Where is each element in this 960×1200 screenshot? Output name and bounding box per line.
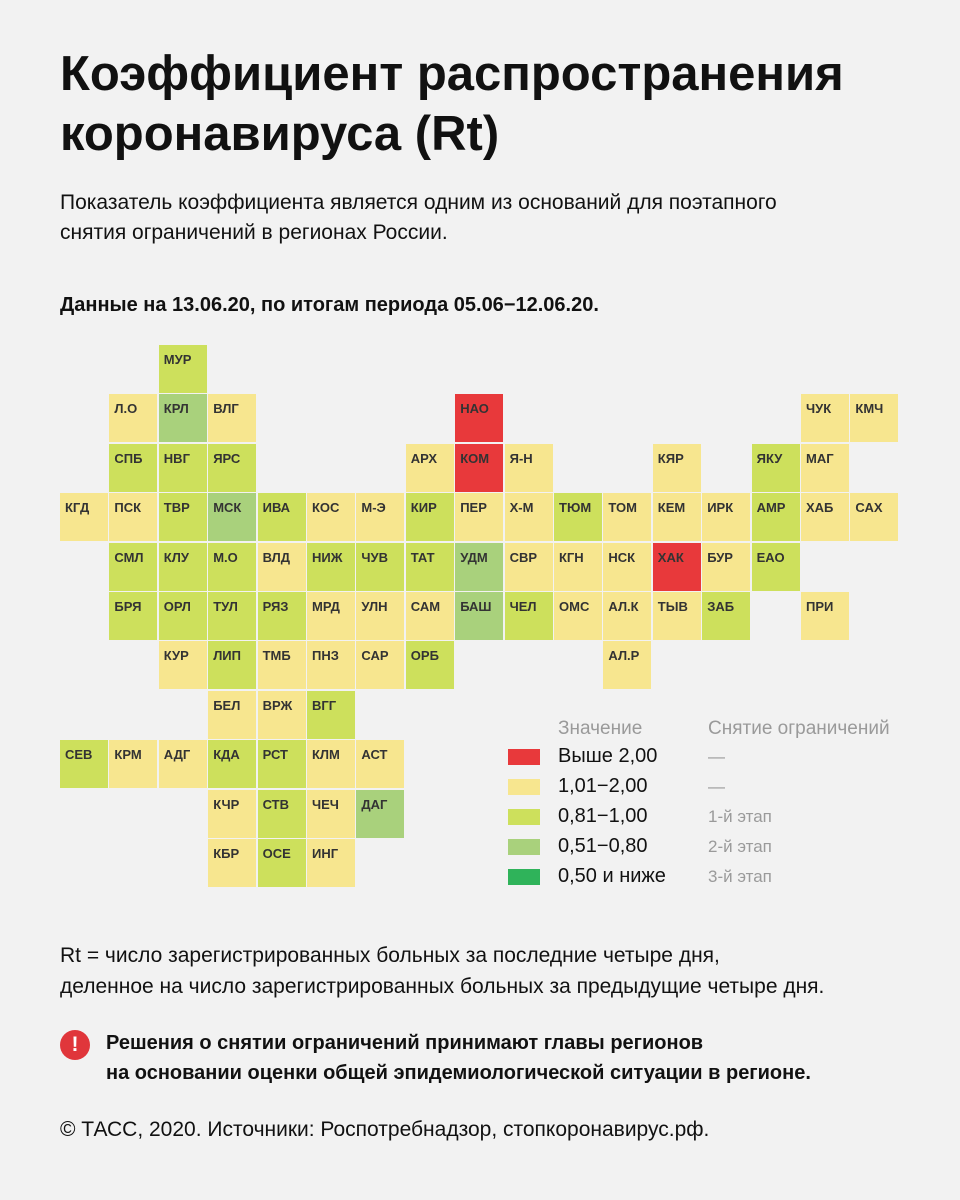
warning-line-1: Решения о снятии ограничений принимают главы регионов <box>106 1032 704 1054</box>
region-tile: ЧЕЧ <box>307 790 355 838</box>
region-tile: НСК <box>603 543 651 591</box>
region-tile: АРХ <box>406 444 454 492</box>
region-tile: КГД <box>60 493 108 541</box>
region-tile: НИЖ <box>307 543 355 591</box>
formula-line-2: деленное на число зарегистрированных больных за предыдущие четыре дня. <box>60 975 825 998</box>
region-tile: ПЕР <box>455 493 503 541</box>
region-tile: ЗАБ <box>702 592 750 640</box>
region-tile: УДМ <box>455 543 503 591</box>
region-tile: ТАТ <box>406 543 454 591</box>
region-tile: БАШ <box>455 592 503 640</box>
region-tile: САР <box>356 641 404 689</box>
footer-credits: © ТАСС, 2020. Источники: Роспотребнадзор, стопкоронавирус.рф. <box>60 1118 710 1141</box>
region-tile: Я-Н <box>505 444 553 492</box>
region-tile: АДГ <box>159 740 207 788</box>
page-title <box>60 44 920 164</box>
region-tile: САХ <box>850 493 898 541</box>
legend-stage: 3-й этап <box>708 867 772 886</box>
legend-stage: 1-й этап <box>708 807 772 826</box>
region-tile: Л.О <box>109 394 157 442</box>
period-label: Данные на 13.06.20, по итогам периода 05.06−12.06.20. <box>60 294 599 316</box>
warning-line-2: на основании оценки общей эпидемиологической ситуации в регионе. <box>106 1062 811 1084</box>
title-line-1: Коэффициент распространения <box>60 47 844 101</box>
region-tile: МСК <box>208 493 256 541</box>
region-tile: СТВ <box>258 790 306 838</box>
legend-stage-header: Снятие ограничений <box>708 718 890 739</box>
region-tile: САМ <box>406 592 454 640</box>
legend-stage: — <box>708 747 725 766</box>
legend-stage: 2-й этап <box>708 837 772 856</box>
region-tile: ТМБ <box>258 641 306 689</box>
region-tile: ПРИ <box>801 592 849 640</box>
region-tile: М-Э <box>356 493 404 541</box>
region-tile: РЯЗ <box>258 592 306 640</box>
legend-label: 0,50 и ниже <box>558 865 666 887</box>
region-tile: ПСК <box>109 493 157 541</box>
region-tile: КРЛ <box>159 394 207 442</box>
legend-swatch <box>508 809 540 825</box>
legend-label: Выше 2,00 <box>558 745 658 767</box>
region-tile: ОРБ <box>406 641 454 689</box>
region-tile: ТОМ <box>603 493 651 541</box>
region-tile: ЕАО <box>752 543 800 591</box>
region-tile: АЛ.К <box>603 592 651 640</box>
region-tile: ВРЖ <box>258 691 306 739</box>
region-tile: ОСЕ <box>258 839 306 887</box>
region-tile: КЯР <box>653 444 701 492</box>
region-tile: КЛМ <box>307 740 355 788</box>
exclamation-icon: ! <box>60 1030 90 1060</box>
legend-stage: — <box>708 777 725 796</box>
subtitle-line-2: снятия ограничений в регионах России. <box>60 221 448 244</box>
region-tile: ВГГ <box>307 691 355 739</box>
region-tile: ПНЗ <box>307 641 355 689</box>
legend-swatch <box>508 779 540 795</box>
region-tile: ДАГ <box>356 790 404 838</box>
region-tile: КБР <box>208 839 256 887</box>
legend-value-header: Значение <box>558 718 643 739</box>
region-tile: СЕВ <box>60 740 108 788</box>
region-tile: СПБ <box>109 444 157 492</box>
region-tile: УЛН <box>356 592 404 640</box>
region-tile: ТУЛ <box>208 592 256 640</box>
region-tile: ЯРС <box>208 444 256 492</box>
subtitle <box>60 188 920 248</box>
region-tile: ЯКУ <box>752 444 800 492</box>
region-tile: ЧЕЛ <box>505 592 553 640</box>
region-tile: КДА <box>208 740 256 788</box>
region-tile: ХАБ <box>801 493 849 541</box>
region-tile: СВР <box>505 543 553 591</box>
region-tile: СМЛ <box>109 543 157 591</box>
region-tile: ОМС <box>554 592 602 640</box>
region-tile: КРМ <box>109 740 157 788</box>
region-tile: КОМ <box>455 444 503 492</box>
region-tile: ИРК <box>702 493 750 541</box>
region-tile: ТЫВ <box>653 592 701 640</box>
region-tile: БУР <box>702 543 750 591</box>
region-tile: БЕЛ <box>208 691 256 739</box>
region-tile: Х-М <box>505 493 553 541</box>
region-tile: ЧУВ <box>356 543 404 591</box>
region-tile: ВЛГ <box>208 394 256 442</box>
region-tile: НВГ <box>159 444 207 492</box>
region-tile: ТЮМ <box>554 493 602 541</box>
warning-note <box>106 1028 946 1088</box>
subtitle-line-1: Показатель коэффициента является одним из оснований для поэтапного <box>60 191 777 214</box>
title-line-2: коронавируса (Rt) <box>60 107 500 161</box>
region-tile: НАО <box>455 394 503 442</box>
legend-label: 0,81−1,00 <box>558 805 648 827</box>
legend-label: 1,01−2,00 <box>558 775 648 797</box>
legend-swatch <box>508 749 540 765</box>
formula-line-1: Rt = число зарегистрированных больных за последние четыре дня, <box>60 944 720 967</box>
formula-note <box>60 940 940 1002</box>
region-tile: БРЯ <box>109 592 157 640</box>
region-tile: КГН <box>554 543 602 591</box>
region-tile: КУР <box>159 641 207 689</box>
region-tile: АЛ.Р <box>603 641 651 689</box>
region-tile: КЛУ <box>159 543 207 591</box>
legend-swatch <box>508 839 540 855</box>
region-tile: ЧУК <box>801 394 849 442</box>
region-tile: АСТ <box>356 740 404 788</box>
region-tile: ЛИП <box>208 641 256 689</box>
region-tile: МУР <box>159 345 207 393</box>
region-tile: МАГ <box>801 444 849 492</box>
region-tile: ИНГ <box>307 839 355 887</box>
legend-swatch <box>508 869 540 885</box>
region-tile: ОРЛ <box>159 592 207 640</box>
region-tile: КЕМ <box>653 493 701 541</box>
region-tile: КОС <box>307 493 355 541</box>
region-tile: М.О <box>208 543 256 591</box>
region-tile: ХАК <box>653 543 701 591</box>
region-tile: КМЧ <box>850 394 898 442</box>
region-tile: ВЛД <box>258 543 306 591</box>
region-tile: РСТ <box>258 740 306 788</box>
region-tile: АМР <box>752 493 800 541</box>
region-tile: ТВР <box>159 493 207 541</box>
region-tile: КЧР <box>208 790 256 838</box>
legend-label: 0,51−0,80 <box>558 835 648 857</box>
region-tile: МРД <box>307 592 355 640</box>
region-tile: ИВА <box>258 493 306 541</box>
region-tile: КИР <box>406 493 454 541</box>
